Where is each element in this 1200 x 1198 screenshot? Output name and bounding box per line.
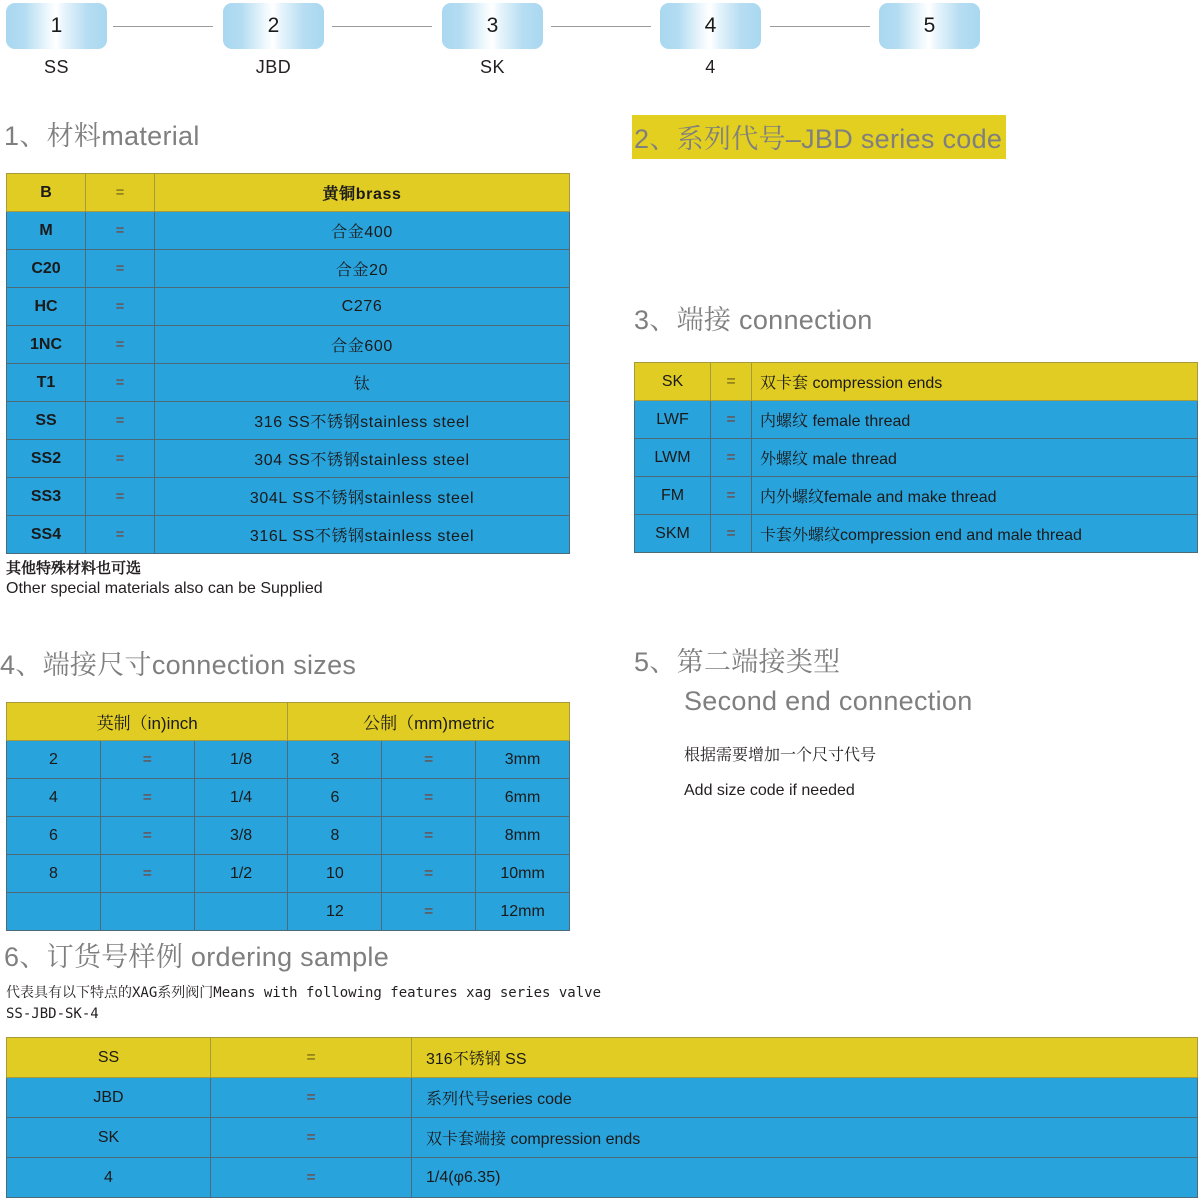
material-footnote-en: Other special materials also can be Supplied xyxy=(6,580,323,597)
table-row xyxy=(635,363,1198,401)
cell-description: C276 xyxy=(155,288,570,326)
cell-code: M xyxy=(7,212,86,250)
connector-1-2 xyxy=(113,26,213,27)
connector-4-5 xyxy=(770,26,870,27)
cell-equals: = xyxy=(211,1158,412,1198)
table-row xyxy=(7,516,570,554)
cell-inch-value: 3/8 xyxy=(194,817,288,855)
code-badge-5: 5 xyxy=(879,3,980,49)
cell-description: 合金20 xyxy=(155,250,570,288)
section-5-heading-cn: 5、第二端接类型 xyxy=(634,647,841,677)
section-1-heading: 1、材料material xyxy=(4,121,200,151)
cell-code: SS4 xyxy=(7,516,86,554)
cell-metric-code: 6 xyxy=(288,779,382,817)
cell-metric-value: 10mm xyxy=(476,855,570,893)
cell-metric-code: 12 xyxy=(288,893,382,931)
cell-description: 系列代号series code xyxy=(412,1078,1198,1118)
cell-description: 内外螺纹female and make thread xyxy=(752,477,1198,515)
cell-description: 钛 xyxy=(155,364,570,402)
material-footnote-cn: 其他特殊材料也可选 xyxy=(6,560,142,577)
section-5-note-cn: 根据需要增加一个尺寸代号 xyxy=(684,747,877,764)
table-row xyxy=(7,1078,1198,1118)
cell-code: FM xyxy=(635,477,711,515)
cell-code: SK xyxy=(7,1118,211,1158)
cell-inch-code: 6 xyxy=(7,817,101,855)
cell-code: C20 xyxy=(7,250,86,288)
cell-description: 304 SS不锈钢stainless steel xyxy=(155,440,570,478)
cell-code: SS3 xyxy=(7,478,86,516)
table-row xyxy=(7,1158,1198,1198)
code-badge-2: 2 xyxy=(223,3,324,49)
table-row xyxy=(635,439,1198,477)
cell-code: 1NC xyxy=(7,326,86,364)
table-row xyxy=(7,402,570,440)
cell-description: 合金400 xyxy=(155,212,570,250)
table-row xyxy=(635,515,1198,553)
code-label-4: 4 xyxy=(705,57,716,77)
table-row xyxy=(7,478,570,516)
cell-inch-value xyxy=(194,893,288,931)
cell-inch-equals: = xyxy=(100,817,194,855)
cell-description: 黄铜brass xyxy=(155,174,570,212)
table-row xyxy=(7,174,570,212)
table-row xyxy=(7,212,570,250)
cell-metric-code: 8 xyxy=(288,817,382,855)
cell-code: JBD xyxy=(7,1078,211,1118)
section-4-heading: 4、端接尺寸connection sizes xyxy=(0,650,357,680)
cell-equals: = xyxy=(86,516,155,554)
cell-metric-equals: = xyxy=(382,741,476,779)
cell-code: B xyxy=(7,174,86,212)
ordering-sample-table xyxy=(6,1037,1198,1198)
cell-description: 316 SS不锈钢stainless steel xyxy=(155,402,570,440)
cell-equals: = xyxy=(711,515,752,553)
table-row xyxy=(7,440,570,478)
connection-sizes-table-body xyxy=(7,703,570,931)
cell-code: SS xyxy=(7,402,86,440)
connection-sizes-table xyxy=(6,702,570,931)
code-step-4[interactable] xyxy=(660,3,761,77)
cell-inch-equals: = xyxy=(100,779,194,817)
cell-code: SKM xyxy=(635,515,711,553)
cell-equals: = xyxy=(86,250,155,288)
table-row xyxy=(7,250,570,288)
cell-description: 1/4(φ6.35) xyxy=(412,1158,1198,1198)
cell-equals: = xyxy=(711,477,752,515)
table-row xyxy=(7,779,570,817)
cell-description: 316不锈钢 SS xyxy=(412,1038,1198,1078)
cell-inch-equals: = xyxy=(100,741,194,779)
cell-inch-value: 1/2 xyxy=(194,855,288,893)
cell-metric-value: 12mm xyxy=(476,893,570,931)
table-row xyxy=(7,855,570,893)
code-label-1: SS xyxy=(43,57,69,77)
cell-code: 4 xyxy=(7,1158,211,1198)
cell-equals: = xyxy=(211,1118,412,1158)
cell-equals: = xyxy=(86,212,155,250)
cell-inch-value: 1/8 xyxy=(194,741,288,779)
section-2-heading: 2、系列代号–JBD series code xyxy=(632,115,1006,159)
cell-description: 304L SS不锈钢stainless steel xyxy=(155,478,570,516)
cell-code: SK xyxy=(635,363,711,401)
code-badge-1: 1 xyxy=(6,3,107,49)
cell-equals: = xyxy=(711,363,752,401)
cell-code: LWF xyxy=(635,401,711,439)
section-3-heading: 3、端接 connection xyxy=(634,305,873,335)
cell-code: LWM xyxy=(635,439,711,477)
table-header-row xyxy=(7,703,570,741)
cell-inch-equals xyxy=(100,893,194,931)
cell-metric-value: 8mm xyxy=(476,817,570,855)
cell-equals: = xyxy=(86,440,155,478)
code-step-5[interactable] xyxy=(879,3,980,49)
table-row xyxy=(635,477,1198,515)
cell-metric-code: 10 xyxy=(288,855,382,893)
section-5-heading-en: Second end connection xyxy=(684,686,973,716)
cell-equals: = xyxy=(86,326,155,364)
table-row xyxy=(7,1038,1198,1078)
connector-3-4 xyxy=(551,26,651,27)
order-note-line2: SS-JBD-SK-4 xyxy=(6,1006,99,1022)
cell-inch-value: 1/4 xyxy=(194,779,288,817)
table-row xyxy=(635,401,1198,439)
cell-description: 卡套外螺纹compression end and male thread xyxy=(752,515,1198,553)
code-label-2: JBD xyxy=(255,57,292,77)
table-row xyxy=(7,817,570,855)
product-code-strip xyxy=(0,0,1200,92)
cell-metric-equals: = xyxy=(382,779,476,817)
section-6-heading: 6、订货号样例 ordering sample xyxy=(4,942,390,972)
cell-equals: = xyxy=(211,1038,412,1078)
table-row xyxy=(7,326,570,364)
cell-metric-equals: = xyxy=(382,855,476,893)
connection-table xyxy=(634,362,1198,553)
code-step-2[interactable] xyxy=(223,3,324,77)
section-5-note-en: Add size code if needed xyxy=(684,782,855,799)
cell-description: 合金600 xyxy=(155,326,570,364)
cell-metric-equals: = xyxy=(382,893,476,931)
cell-code: SS2 xyxy=(7,440,86,478)
cell-metric-code: 3 xyxy=(288,741,382,779)
cell-inch-code xyxy=(7,893,101,931)
header-metric: 公制（mm)metric xyxy=(288,703,570,741)
cell-code: HC xyxy=(7,288,86,326)
material-table xyxy=(6,173,570,554)
cell-description: 双卡套端接 compression ends xyxy=(412,1118,1198,1158)
cell-code: SS xyxy=(7,1038,211,1078)
cell-equals: = xyxy=(86,402,155,440)
table-row xyxy=(7,741,570,779)
cell-description: 双卡套 compression ends xyxy=(752,363,1198,401)
cell-inch-code: 8 xyxy=(7,855,101,893)
cell-metric-value: 3mm xyxy=(476,741,570,779)
header-inch: 英制（in)inch xyxy=(7,703,288,741)
table-row xyxy=(7,288,570,326)
cell-equals: = xyxy=(211,1078,412,1118)
cell-metric-equals: = xyxy=(382,817,476,855)
connection-table-body xyxy=(635,363,1198,553)
order-note-line1: 代表具有以下特点的XAG系列阀门Means with following features xag series valve xyxy=(6,985,602,1001)
cell-equals: = xyxy=(86,288,155,326)
ordering-sample-table-body xyxy=(7,1038,1198,1198)
connector-2-3 xyxy=(332,26,432,27)
cell-inch-equals: = xyxy=(100,855,194,893)
cell-equals: = xyxy=(86,174,155,212)
cell-inch-code: 2 xyxy=(7,741,101,779)
material-table-body xyxy=(7,174,570,554)
cell-description: 316L SS不锈钢stainless steel xyxy=(155,516,570,554)
cell-code: T1 xyxy=(7,364,86,402)
table-row xyxy=(7,1118,1198,1158)
cell-equals: = xyxy=(86,364,155,402)
code-step-1[interactable] xyxy=(6,3,107,77)
table-row xyxy=(7,364,570,402)
cell-description: 外螺纹 male thread xyxy=(752,439,1198,477)
cell-metric-value: 6mm xyxy=(476,779,570,817)
code-badge-3: 3 xyxy=(442,3,543,49)
table-row xyxy=(7,893,570,931)
code-step-3[interactable] xyxy=(442,3,543,77)
cell-description: 内螺纹 female thread xyxy=(752,401,1198,439)
cell-equals: = xyxy=(711,439,752,477)
code-label-3: SK xyxy=(479,57,505,77)
code-badge-4: 4 xyxy=(660,3,761,49)
cell-equals: = xyxy=(86,478,155,516)
cell-equals: = xyxy=(711,401,752,439)
cell-inch-code: 4 xyxy=(7,779,101,817)
